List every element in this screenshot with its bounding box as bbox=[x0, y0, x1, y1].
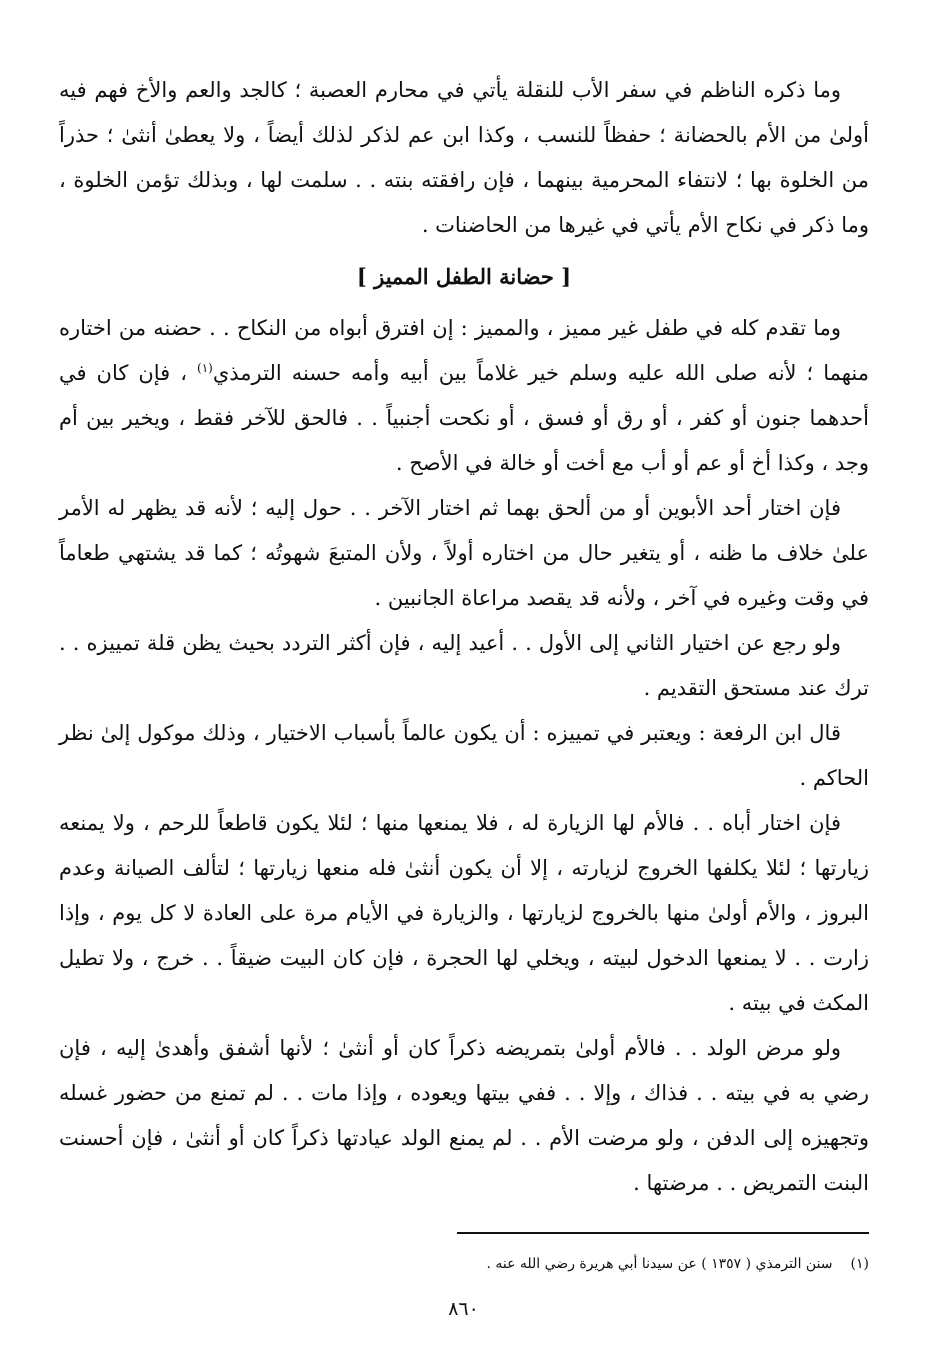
page-body bbox=[59, 68, 869, 1206]
paragraph-visitation: فإن اختار أباه . . فالأم لها الزيارة له ، فلا يمنعها منها ؛ لئلا يكون قاطعاً للرحم ، ولا يمنعه زيارتها ؛ لئلا يكلفها الخروج لزيارته ، إلا أن يكون أنثىٰ فله منعها زيارتها ؛ لتألف الصيانة وعدم البروز ، والأم أولىٰ منها بالخروج لزيارتها ، والزيارة في الأيام مرة على العادة لا كل يوم ، وإذا زارت . . لا يمنعها الدخول لبيته ، ويخلي لها الحجرة ، فإن كان البيت ضيقاً . . خرج ، ولا تطيل المكث في بيته . bbox=[59, 811, 869, 1015]
footnote-divider bbox=[457, 1232, 869, 1234]
paragraph-text-after-ref: ، فإن كان في أحدهما جنون أو كفر ، أو رق أو فسق ، أو نكحت أجنبياً . . فالحق للآخر فقط ، ويخير بين أم وجد ، وكذا أخ أو عم أو أب مع أخت أو خالة في الأصح . bbox=[59, 361, 869, 475]
footnote-number: (١) bbox=[850, 1256, 869, 1272]
page-number: ٨٦٠ bbox=[448, 1298, 479, 1320]
paragraph-ibn-rifaa: قال ابن الرفعة : ويعتبر في تمييزه : أن يكون عالماً بأسباب الاختيار ، وذلك موكول إلىٰ نظر الحاكم . bbox=[59, 721, 869, 790]
footnote-reference: (١) bbox=[197, 361, 213, 375]
section-title: [ حضانة الطفل المميز ] bbox=[356, 264, 572, 289]
footnote bbox=[59, 1252, 869, 1276]
paragraph-choice-change: فإن اختار أحد الأبوين أو من ألحق بهما ثم اختار الآخر . . حول إليه ؛ لأنه قد يظهر له الأمر علىٰ خلاف ما ظنه ، أو يتغير حال من اختاره أولاً ، ولأن المتبعَ شهوتُه ؛ كما قد يشتهي طعاماً في وقت وغيره في آخر ، ولأنه قد يقصد مراعاة الجانبين . bbox=[59, 496, 869, 610]
paragraph-return-choice: ولو رجع عن اختيار الثاني إلى الأول . . أعيد إليه ، فإن أكثر التردد بحيث يظن قلة تمييزه . . ترك عند مستحق التقديم . bbox=[59, 631, 869, 700]
paragraph-intro: وما ذكره الناظم في سفر الأب للنقلة يأتي في محارم العصبة ؛ كالجد والعم والأخ فهم فيه أولىٰ من الأم بالحضانة ؛ حفظاً للنسب ، وكذا ابن عم لذكر لذلك أيضاً ، ولا يعطىٰ أنثىٰ ؛ حذراً من الخلوة بها ؛ لانتفاء المحرمية بينهما ، فإن رافقته بنته . . سلمت لها ، وبذلك تؤمن الخلوة ، وما ذكر في نكاح الأم يأتي في غيرها من الحاضنات . bbox=[59, 78, 869, 237]
footnote-text: سنن الترمذي ( ١٣٥٧ ) عن سيدنا أبي هريرة رضي الله عنه . bbox=[486, 1256, 833, 1272]
paragraph-text-before-ref: وما تقدم كله في طفل غير مميز ، والمميز : إن افترق أبواه من النكاح . . حضنه من اختاره منهما ؛ لأنه صلى الله عليه وسلم خير غلاماً بين أبيه وأمه حسنه الترمذي bbox=[59, 316, 870, 385]
paragraph-illness: ولو مرض الولد . . فالأم أولىٰ بتمريضه ذكراً كان أو أنثىٰ ؛ لأنها أشفق وأهدىٰ إليه ، فإن رضي به في بيته . . فذاك ، وإلا . . ففي بيتها ويعوده ، وإذا مات . . لم تمنع من حضور غسله وتجهيزه إلى الدفن ، ولو مرضت الأم . . لم يمنع الولد عيادتها ذكراً كان أو أنثىٰ ، فإن أحسنت البنت التمريض . . مرضتها . bbox=[59, 1036, 869, 1195]
paragraph-with-footnote bbox=[59, 306, 869, 486]
